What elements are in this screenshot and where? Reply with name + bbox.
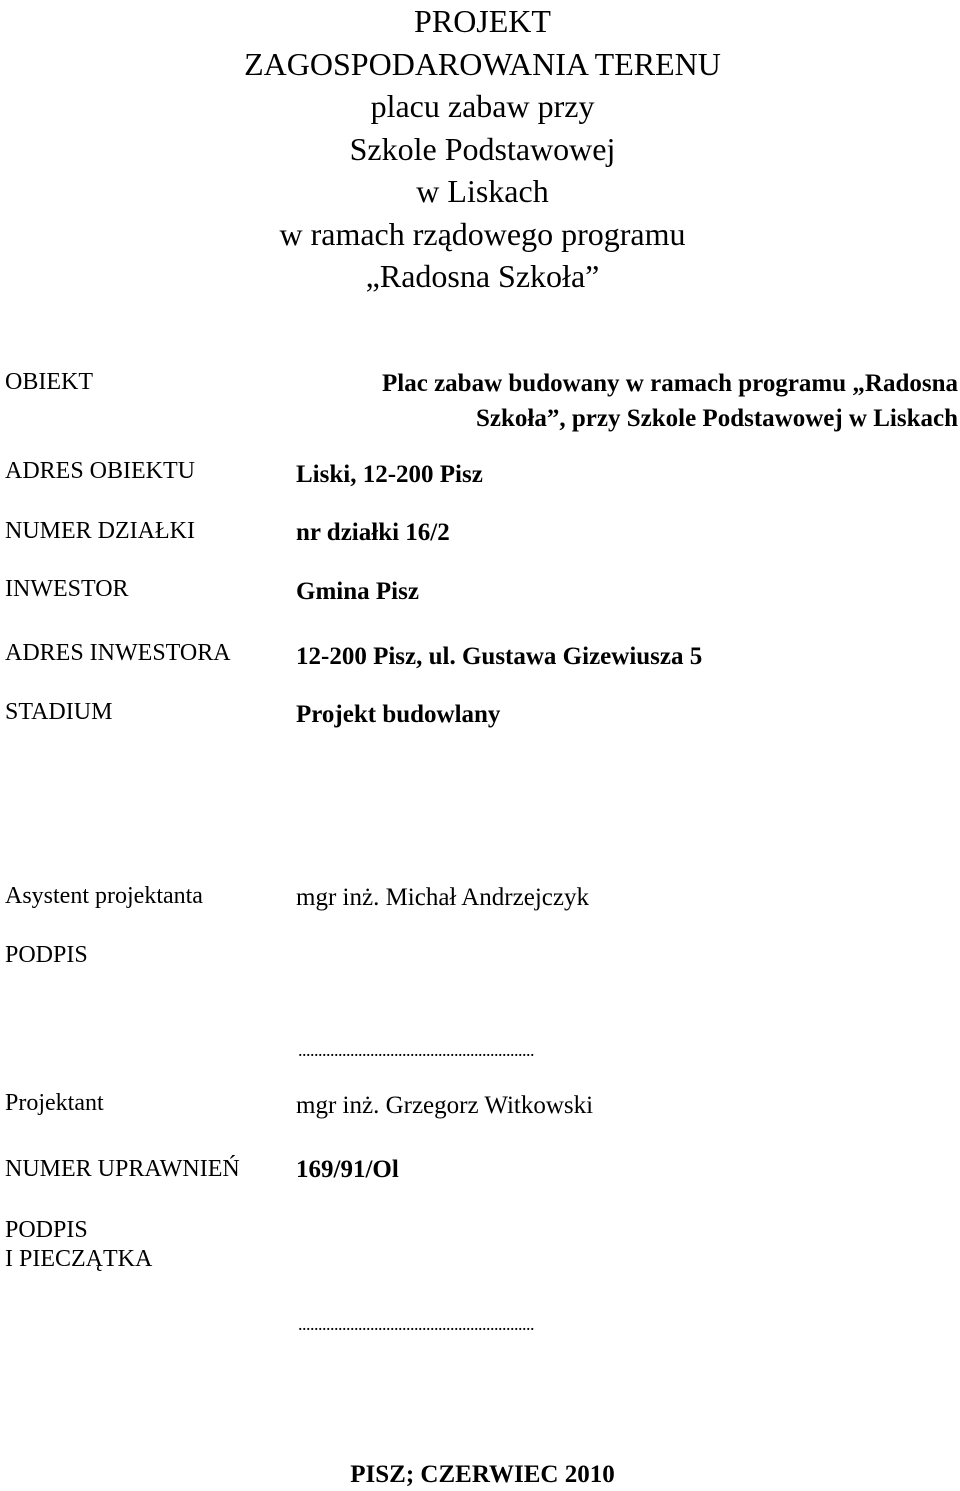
- asystent-value: mgr inż. Michał Andrzejczyk: [296, 884, 589, 911]
- asystent-label: Asystent projektanta: [5, 883, 203, 909]
- numer-dzialki-value: nr działki 16/2: [296, 519, 450, 546]
- adres-inwestora-value: 12-200 Pisz, ul. Gustawa Gizewiusza 5: [296, 643, 703, 670]
- title-line-1: PROJEKT: [414, 3, 551, 39]
- obiekt-value: [290, 366, 958, 436]
- document-title: [0, 0, 960, 298]
- obiekt-value-line-2: Szkoła”, przy Szkole Podstawowej w Liskach: [476, 405, 958, 432]
- title-line-7: „Radosna Szkoła”: [365, 258, 600, 294]
- numer-uprawnien-value: 169/91/Ol: [296, 1156, 399, 1183]
- numer-dzialki-label: NUMER DZIAŁKI: [5, 518, 195, 544]
- title-line-4: Szkole Podstawowej: [349, 130, 616, 167]
- title-line-3: placu zabaw przy: [370, 88, 595, 124]
- adres-inwestora-label: ADRES INWESTORA: [5, 640, 231, 666]
- obiekt-label: OBIEKT: [5, 369, 93, 395]
- obiekt-value-line-1: Plac zabaw budowany w ramach programu „Radosna: [382, 370, 958, 397]
- numer-uprawnien-label: NUMER UPRAWNIEŃ: [5, 1156, 240, 1182]
- title-line-2: ZAGOSPODAROWANIA TERENU: [244, 45, 721, 82]
- podpis-pieczatka-label-line-1: PODPIS: [5, 1217, 88, 1243]
- projektant-signature-line: ...........................................................: [298, 1314, 534, 1334]
- projektant-label: Projektant: [5, 1090, 104, 1116]
- adres-obiektu-label: ADRES OBIEKTU: [5, 458, 195, 484]
- title-line-5: w Liskach: [416, 173, 549, 209]
- stadium-label: STADIUM: [5, 699, 113, 725]
- podpis-label: PODPIS: [5, 942, 88, 968]
- place-date-footer: PISZ; CZERWIEC 2010: [350, 1461, 615, 1488]
- inwestor-value: Gmina Pisz: [296, 578, 419, 605]
- stadium-value: Projekt budowlany: [296, 701, 501, 728]
- asystent-signature-line: ...........................................................: [298, 1040, 534, 1060]
- adres-obiektu-value: Liski, 12-200 Pisz: [296, 461, 483, 488]
- inwestor-label: INWESTOR: [5, 576, 129, 602]
- title-line-6: w ramach rządowego programu: [279, 215, 686, 252]
- projektant-value: mgr inż. Grzegorz Witkowski: [296, 1092, 594, 1119]
- podpis-pieczatka-label-line-2: I PIECZĄTKA: [5, 1246, 153, 1272]
